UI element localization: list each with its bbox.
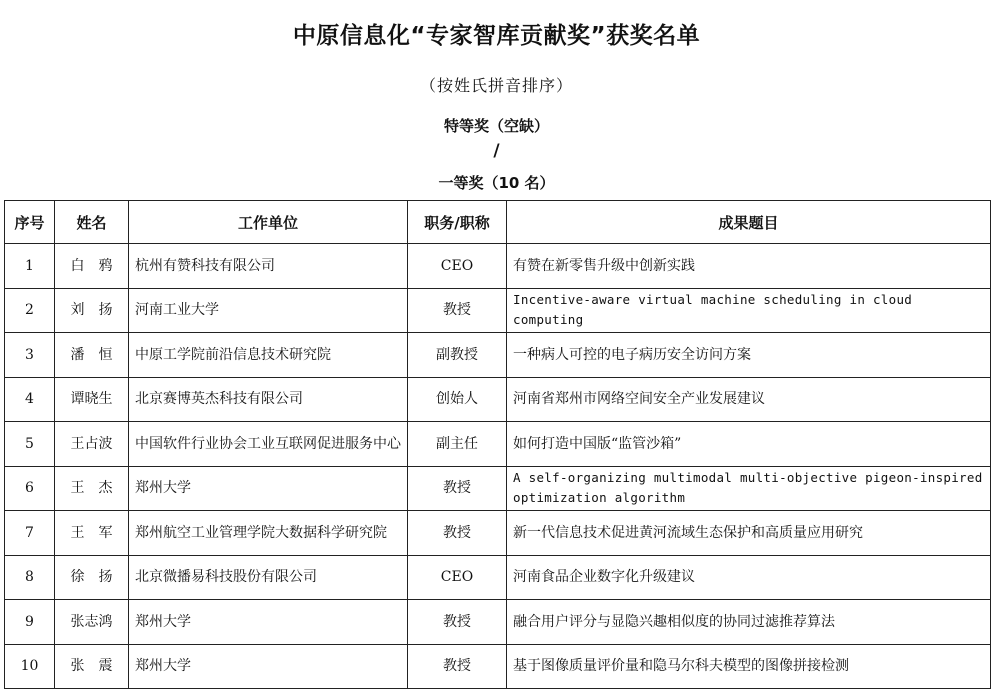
cell-result: 融合用户评分与显隐兴趣相似度的协同过滤推荐算法 <box>507 600 991 645</box>
cell-name: 王 杰 <box>55 466 129 511</box>
cell-name: 张志鸿 <box>55 600 129 645</box>
cell-org: 郑州大学 <box>129 644 408 689</box>
cell-result: 河南食品企业数字化升级建议 <box>507 555 991 600</box>
cell-title: CEO <box>408 244 507 289</box>
cell-name: 王占波 <box>55 422 129 467</box>
awardee-table <box>4 200 991 689</box>
first-award-label: 一等奖（10 名） <box>438 174 555 192</box>
cell-title: 副教授 <box>408 333 507 378</box>
cell-org: 河南工业大学 <box>129 288 408 333</box>
cell-index: 9 <box>5 600 55 645</box>
cell-title: CEO <box>408 555 507 600</box>
header-index: 序号 <box>5 201 55 244</box>
header-org: 工作单位 <box>129 201 408 244</box>
cell-org: 郑州航空工业管理学院大数据科学研究院 <box>129 511 408 556</box>
table-row <box>5 466 991 511</box>
cell-index: 1 <box>5 244 55 289</box>
cell-title: 教授 <box>408 466 507 511</box>
cell-name: 王 军 <box>55 511 129 556</box>
cell-org: 北京微播易科技股份有限公司 <box>129 555 408 600</box>
cell-result: 有赞在新零售升级中创新实践 <box>507 244 991 289</box>
cell-result: 新一代信息技术促进黄河流域生态保护和高质量应用研究 <box>507 511 991 556</box>
cell-org: 中国软件行业协会工业互联网促进服务中心 <box>129 422 408 467</box>
cell-result: 一种病人可控的电子病历安全访问方案 <box>507 333 991 378</box>
cell-result: Incentive-aware virtual machine scheduling in cloud computing <box>507 288 991 333</box>
cell-org: 杭州有赞科技有限公司 <box>129 244 408 289</box>
cell-index: 4 <box>5 377 55 422</box>
document-title: 中原信息化“专家智库贡献奖”获奖名单 <box>292 23 701 49</box>
cell-name: 徐 扬 <box>55 555 129 600</box>
cell-name: 刘 扬 <box>55 288 129 333</box>
table-row <box>5 600 991 645</box>
cell-name: 潘 恒 <box>55 333 129 378</box>
sort-note: （按姓氏拼音排序） <box>419 76 573 95</box>
cell-result: 河南省郑州市网络空间安全产业发展建议 <box>507 377 991 422</box>
cell-index: 5 <box>5 422 55 467</box>
cell-org: 中原工学院前沿信息技术研究院 <box>129 333 408 378</box>
table-row <box>5 377 991 422</box>
cell-index: 6 <box>5 466 55 511</box>
table-row <box>5 244 991 289</box>
header-title: 职务/职称 <box>408 201 507 244</box>
cell-index: 2 <box>5 288 55 333</box>
table-row <box>5 555 991 600</box>
table-row <box>5 422 991 467</box>
cell-index: 7 <box>5 511 55 556</box>
cell-result: A self-organizing multimodal multi-objective pigeon-inspired optimization algorithm <box>507 466 991 511</box>
table-row <box>5 333 991 378</box>
cell-title: 教授 <box>408 644 507 689</box>
cell-title: 教授 <box>408 600 507 645</box>
cell-index: 8 <box>5 555 55 600</box>
table-row <box>5 644 991 689</box>
cell-index: 10 <box>5 644 55 689</box>
cell-org: 郑州大学 <box>129 466 408 511</box>
cell-title: 副主任 <box>408 422 507 467</box>
cell-org: 郑州大学 <box>129 600 408 645</box>
header-result: 成果题目 <box>507 201 991 244</box>
table-row <box>5 511 991 556</box>
cell-result: 如何打造中国版“监管沙箱” <box>507 422 991 467</box>
cell-org: 北京赛博英杰科技有限公司 <box>129 377 408 422</box>
separator-slash: / <box>493 141 500 161</box>
table-row <box>5 288 991 333</box>
cell-title: 创始人 <box>408 377 507 422</box>
cell-name: 白 鸦 <box>55 244 129 289</box>
cell-index: 3 <box>5 333 55 378</box>
special-award-label: 特等奖（空缺） <box>443 117 549 135</box>
cell-title: 教授 <box>408 511 507 556</box>
cell-name: 张 震 <box>55 644 129 689</box>
cell-result: 基于图像质量评价量和隐马尔科夫模型的图像拼接检测 <box>507 644 991 689</box>
table-header-row <box>5 201 991 244</box>
cell-title: 教授 <box>408 288 507 333</box>
cell-name: 谭晓生 <box>55 377 129 422</box>
header-name: 姓名 <box>55 201 129 244</box>
